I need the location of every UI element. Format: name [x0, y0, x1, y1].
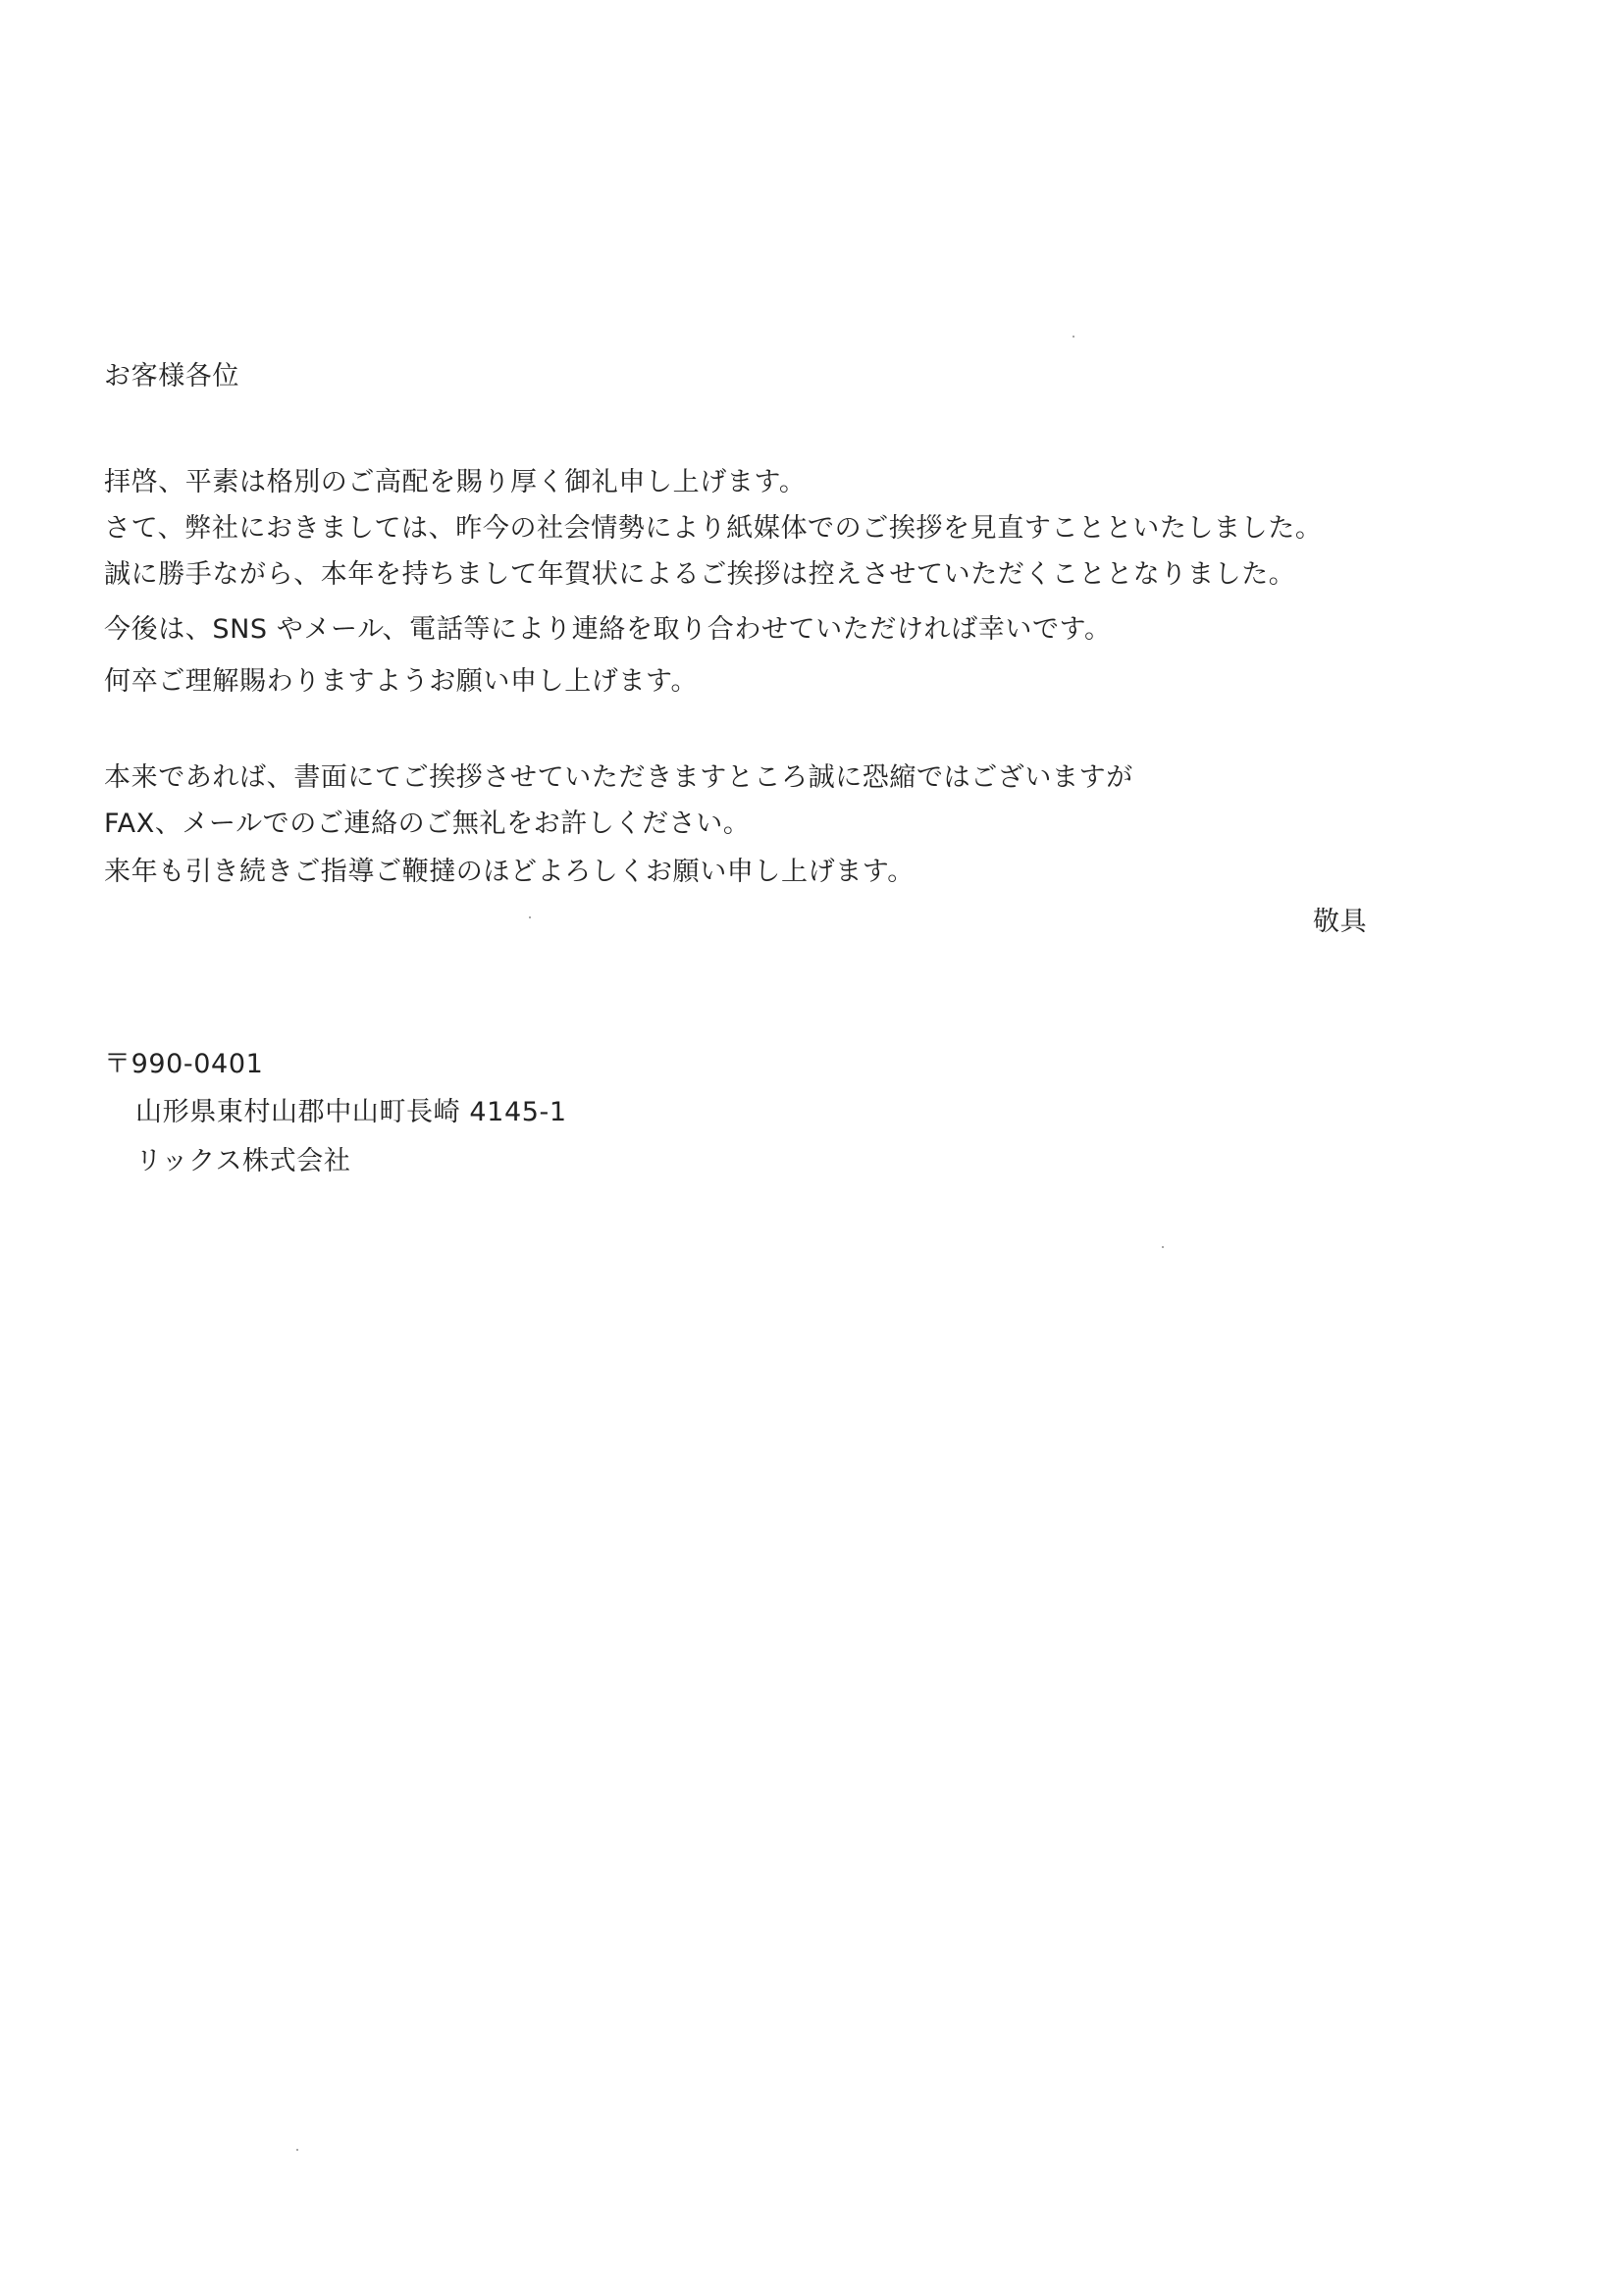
body-line: 何卒ご理解賜わりますようお願い申し上げます。	[104, 666, 699, 697]
scan-speck	[1162, 1246, 1164, 1248]
body-line: 本来であれば、書面にてご挨拶させていただきますところ誠に恐縮ではございますが	[104, 762, 1133, 793]
body-line: 来年も引き続きご指導ご鞭撻のほどよろしくお願い申し上げます。	[104, 857, 915, 887]
body-line: さて、弊社におきましては、昨今の社会情勢により紙媒体でのご挨拶を見直すことといたしました。	[104, 513, 1323, 544]
body-line: 拝啓、平素は格別のご高配を賜り厚く御礼申し上げます。	[104, 467, 807, 497]
sender-address: 山形県東村山郡中山町長崎 4145-1	[135, 1097, 567, 1127]
scan-speck	[296, 2149, 298, 2151]
scan-speck	[1073, 336, 1074, 338]
addressee: お客様各位	[104, 361, 239, 391]
postal-code: 〒990-0401	[104, 1049, 264, 1079]
body-line: 今後は、SNS やメール、電話等により連絡を取り合わせていただければ幸いです。	[104, 614, 1112, 645]
sender-company: リックス株式会社	[135, 1146, 351, 1176]
scan-speck	[529, 916, 531, 918]
closing-keigu: 敬具	[1313, 907, 1368, 937]
body-line: FAX、メールでのご連絡のご無礼をお許しください。	[104, 809, 751, 839]
body-line: 誠に勝手ながら、本年を持ちまして年賀状によるご挨拶は控えさせていただくこととなりました。	[104, 559, 1296, 590]
